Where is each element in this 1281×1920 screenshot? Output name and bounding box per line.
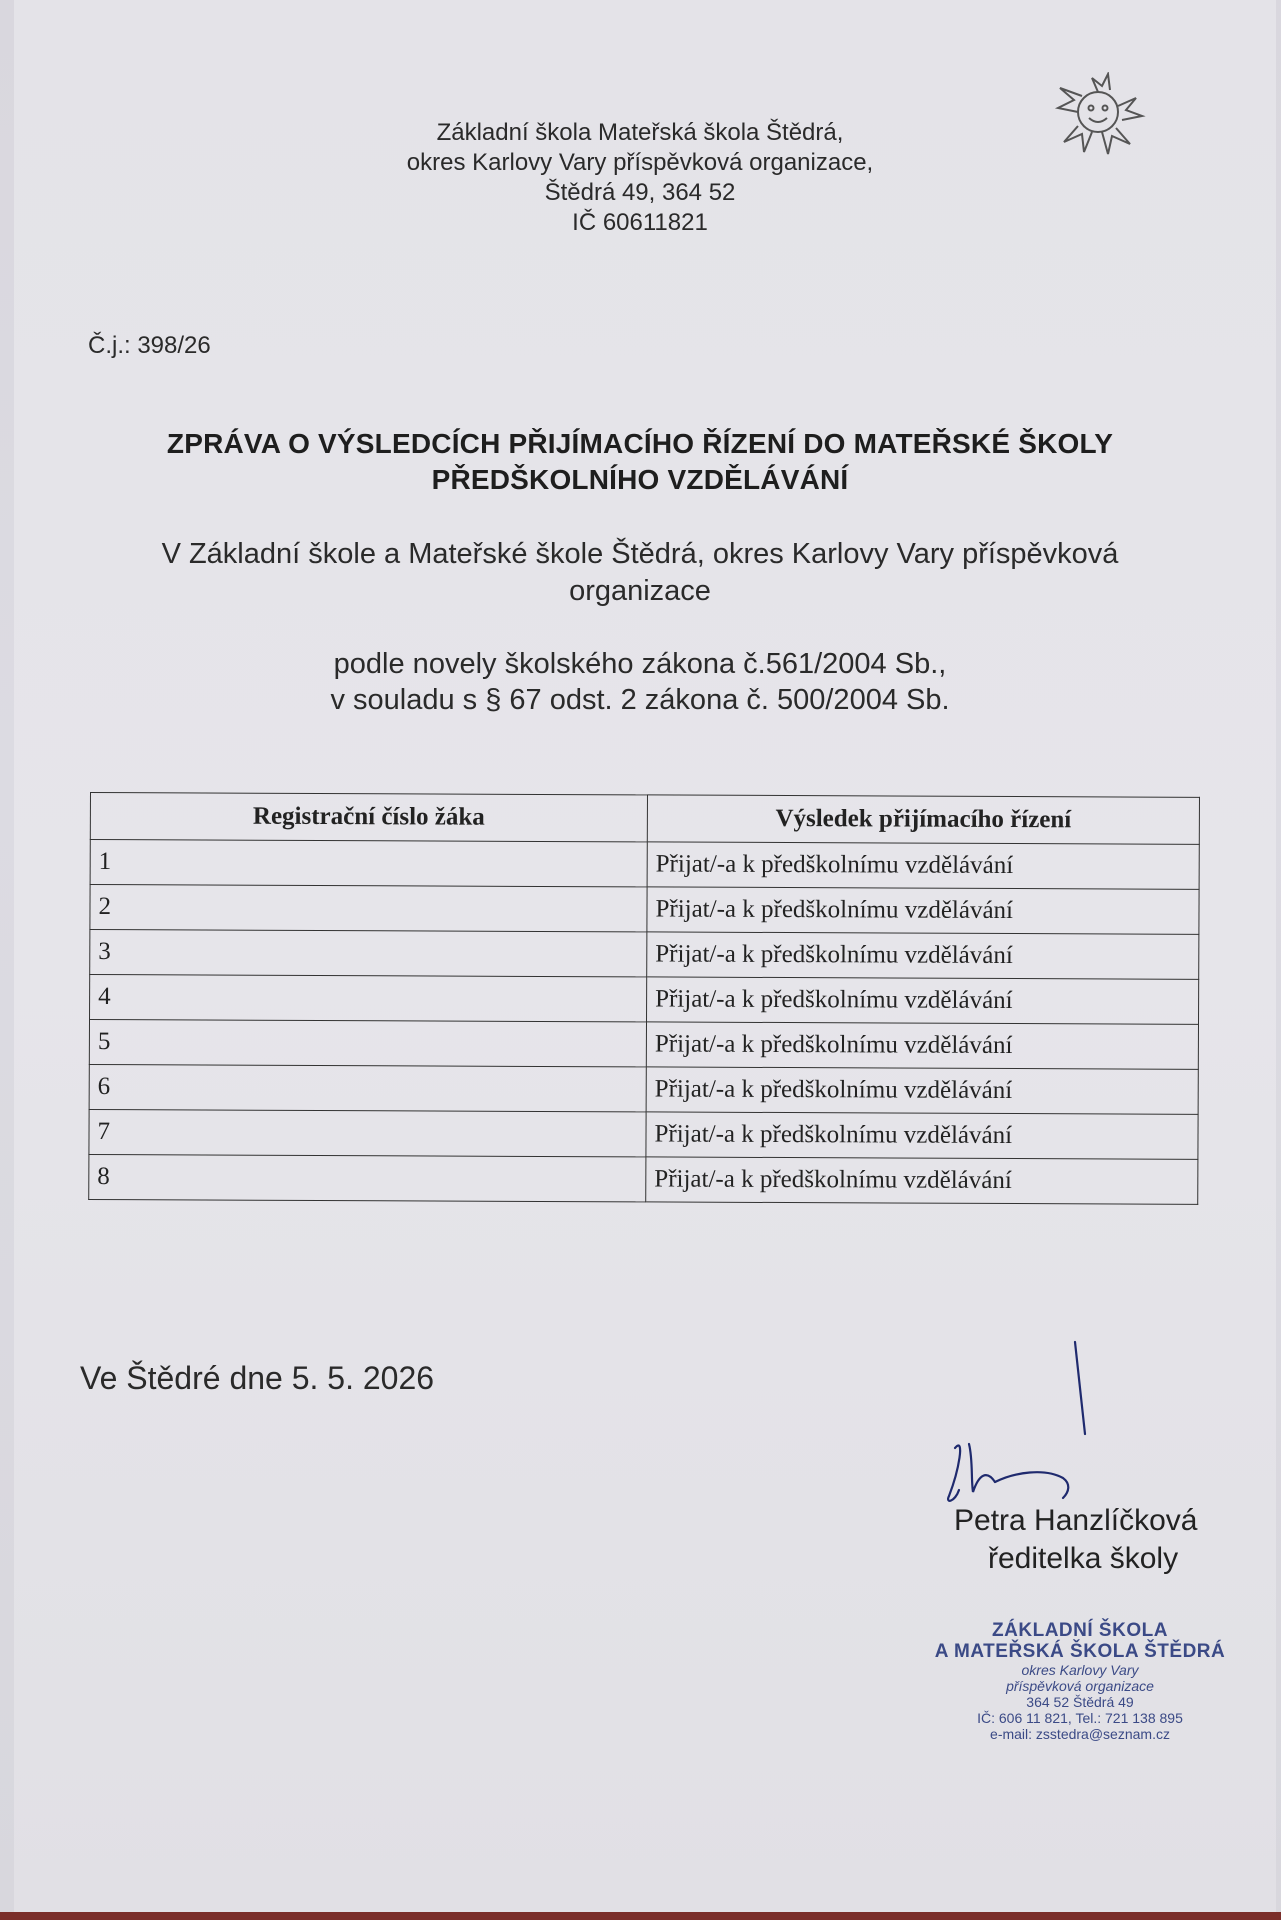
stamp-line: okres Karlovy Vary: [1021, 1662, 1139, 1678]
sun-face-logo-icon: [1050, 72, 1146, 158]
registration-number-cell: 1: [90, 840, 647, 887]
result-cell: Přijat/-a k předškolnímu vzdělávání: [646, 1157, 1198, 1204]
stamp-line: IČ: 606 11 821, Tel.: 721 138 895: [977, 1710, 1183, 1726]
date-line: Ve Štědré dne 5. 5. 2026: [80, 1360, 435, 1396]
school-header: [300, 118, 980, 238]
registration-number-cell: 4: [90, 975, 647, 1022]
result-cell: Přijat/-a k předškolnímu vzdělávání: [646, 1112, 1198, 1159]
title-line: ZPRÁVA O VÝSLEDCÍCH PŘIJÍMACÍHO ŘÍZENÍ DO MATEŘSKÉ ŠKOLY: [166, 428, 1114, 459]
registration-number-cell: 2: [90, 885, 647, 932]
handwritten-signature-icon: [935, 1340, 1105, 1510]
stamp-line: ZÁKLADNÍ ŠKOLA: [992, 1620, 1168, 1641]
intro-line: organizace: [569, 575, 711, 607]
legal-line: podle novely školského zákona č.561/2004 Sb.,: [333, 648, 947, 680]
school-stamp: [920, 1620, 1240, 1742]
registration-number-cell: 7: [89, 1109, 646, 1156]
legal-basis: [160, 646, 1120, 718]
result-cell: Přijat/-a k předškolnímu vzdělávání: [647, 977, 1199, 1024]
intro-line: V Základní škole a Mateřské škole Štědrá, okres Karlovy Vary příspěvková: [161, 538, 1119, 570]
header-line: Základní škola Mateřská škola Štědrá,: [436, 119, 844, 146]
signer-block: [954, 1502, 1197, 1578]
header-line: IČ 60611821: [572, 209, 708, 236]
result-cell: Přijat/-a k předškolnímu vzdělávání: [647, 842, 1199, 889]
stamp-line: 364 52 Štědrá 49: [1026, 1694, 1134, 1710]
stamp-line: příspěvková organizace: [1006, 1678, 1154, 1694]
table-row: [90, 885, 1199, 935]
background-edge: [0, 1912, 1281, 1920]
title-line: PŘEDŠKOLNÍHO VZDĚLÁVÁNÍ: [431, 464, 849, 495]
table-row: [90, 840, 1199, 890]
signer-role: ředitelka školy: [988, 1542, 1179, 1575]
legal-line: v souladu s § 67 odst. 2 zákona č. 500/2004 Sb.: [330, 684, 950, 716]
intro-paragraph: [80, 536, 1200, 610]
registration-number-cell: 6: [89, 1064, 646, 1111]
table-row: [89, 1154, 1198, 1204]
table-row: [89, 1020, 1198, 1070]
table-row: [90, 930, 1199, 980]
stamp-line: A MATEŘSKÁ ŠKOLA ŠTĚDRÁ: [934, 1641, 1226, 1662]
result-cell: Přijat/-a k předškolnímu vzdělávání: [647, 887, 1199, 934]
table-row: [89, 1064, 1198, 1114]
table-row: [90, 975, 1199, 1025]
result-cell: Přijat/-a k předškolnímu vzdělávání: [646, 1022, 1198, 1069]
signer-name: Petra Hanzlíčková: [954, 1504, 1198, 1537]
table-row: [89, 1109, 1198, 1159]
stamp-line: e-mail: zsstedra@seznam.cz: [990, 1726, 1170, 1742]
reference-number: Č.j.: 398/26: [88, 332, 211, 359]
results-table: [88, 792, 1200, 1205]
header-line: Štědrá 49, 364 52: [544, 179, 736, 206]
registration-number-cell: 5: [89, 1020, 646, 1067]
registration-number-cell: 3: [90, 930, 647, 977]
result-cell: Přijat/-a k předškolnímu vzdělávání: [647, 932, 1199, 979]
header-line: okres Karlovy Vary příspěvková organizace,: [406, 149, 874, 176]
column-header: Registrační číslo žáka: [90, 793, 647, 842]
column-header: Výsledek přijímacího řízení: [647, 795, 1199, 844]
table-header-row: [90, 793, 1199, 845]
result-cell: Přijat/-a k předškolnímu vzdělávání: [646, 1067, 1198, 1114]
document-title: [60, 426, 1220, 498]
registration-number-cell: 8: [89, 1154, 646, 1201]
